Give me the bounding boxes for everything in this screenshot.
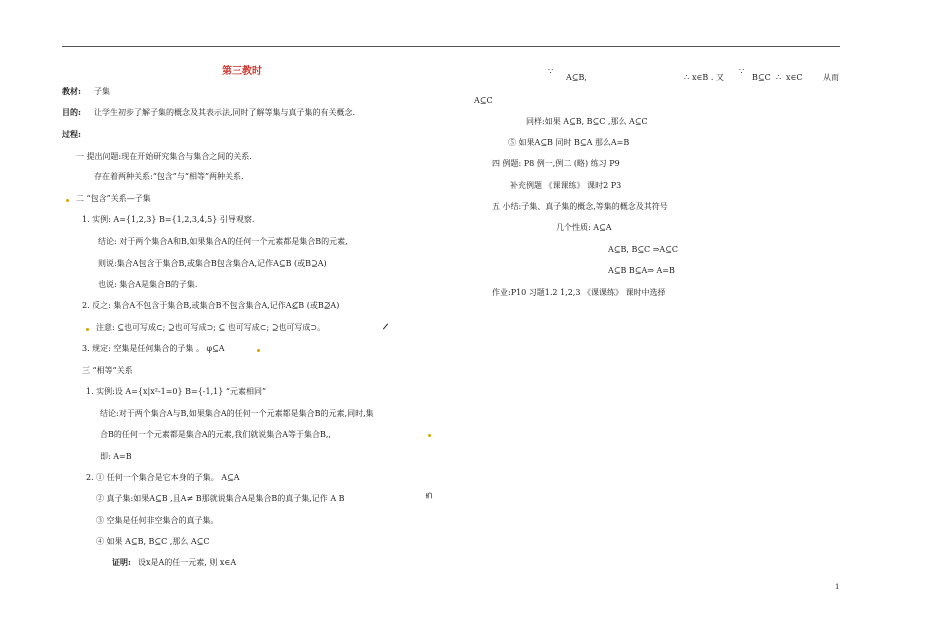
section-2-then: 则说:集合A包含于集合B,或集合B包含集合A,记作A⊆B (或B⊇A) — [98, 259, 327, 268]
properties-line-2: A⊆B, B⊆C ⇒A⊆C — [608, 245, 678, 254]
section-3-title: 三 “相等”关系 — [82, 366, 133, 375]
section-2-item-2: 2. 反之: 集合A不包含于集合B,或集合B不包含集合A,记作A⊈B (或B⊉A) — [82, 301, 340, 310]
section-3-item-2-2: ② 真子集:如果A⊆B ,且A≠ B那就说集合A是集合B的真子集,记作 A B — [96, 494, 345, 503]
section-1-title: 一 提出问题:现在开始研究集合与集合之间的关系. — [76, 152, 252, 161]
proof-step-a: A⊆B, — [566, 73, 587, 82]
because-symbol-2: ∵ — [739, 67, 745, 76]
bullet-dot — [86, 328, 89, 331]
textbook-value: 子集 — [94, 87, 110, 96]
because-symbol: ∵ — [548, 67, 554, 76]
section-3-conclusion: 结论:对于两个集合A与B,如果集合A的任何一个元素都是集合B的元素,同时,集 — [100, 409, 374, 418]
properties-line-3: A⊆B B⊆A⇒ A=B — [608, 266, 675, 275]
section-2-also: 也说: 集合A是集合B的子集. — [98, 280, 198, 289]
bullet-dot — [428, 434, 431, 437]
similarly-line: 同样:如果 A⊆B, B⊆C ,那么 A⊆C — [526, 117, 648, 126]
section-2-conclusion: 结论: 对于两个集合A和B,如果集合A的任何一个元素都是集合B的元素, — [98, 237, 348, 246]
page-number: 1 — [835, 583, 840, 591]
section-3-item-2-3: ③ 空集是任何非空集合的真子集。 — [96, 516, 219, 525]
proof-step-d: x∈C — [786, 73, 803, 82]
section-2-note: 注意: ⊆也可写成⊂; ⊇也可写成⊃; ⊆ 也可写成⊂; ⊇也可写成⊃。 — [96, 323, 326, 332]
header-rule — [62, 46, 840, 47]
process-label: 过程: — [62, 129, 81, 139]
proof-conclusion: A⊆C — [474, 96, 493, 105]
section-1-body: 存在着两种关系:“包含”与“相等”两种关系. — [94, 172, 244, 181]
section-2-title: 二 “包含”关系—子集 — [76, 194, 151, 203]
goal-label: 目的: — [62, 107, 81, 117]
proof-text: 设x是A的任一元素, 则 x∈A — [138, 558, 237, 567]
bullet-dot — [66, 199, 69, 202]
homework-line: 作业:P10 习题1.2 1,2,3 《课课练》 课时中选择 — [492, 288, 666, 297]
section-5-summary: 五 小结:子集、真子集的概念,等集的概念及其符号 — [492, 202, 668, 211]
section-3-ie: 即: A=B — [100, 452, 132, 461]
bullet-dot — [257, 349, 260, 352]
textbook-label: 教材: — [62, 86, 81, 96]
section-4-examples: 四 例题: P8 例一,例二 (略) 练习 P9 — [492, 159, 620, 168]
section-3-item-2-1: 2. ① 任何一个集合是它本身的子集。 A⊆A — [86, 473, 240, 482]
section-2-item-3: 3. 规定: 空集是任何集合的子集 。 φ⊆A — [82, 344, 225, 353]
proper-subset-symbol: ⊊ — [423, 491, 434, 500]
property-5: ⑤ 如果A⊆B 同时 B⊆A 那么A=B — [508, 138, 630, 147]
section-3-conclusion-2: 合B的任何一个元素都是集合A的元素,我们就说集合A等于集合B,, — [100, 430, 331, 439]
proof-label: 证明: — [112, 557, 131, 567]
section-3-item-1: 1. 实例:设 A={x|x²-1=0} B={-1,1} “元素相同” — [86, 387, 267, 396]
goal-value: 让学生初步了解子集的概念及其表示法,同时了解等集与真子集的有关概念. — [94, 108, 356, 117]
proof-step-b: x∈B . 又 — [692, 73, 724, 82]
slash-mark — [383, 323, 388, 329]
therefore-symbol-2: ∴ — [776, 73, 782, 82]
proof-step-e: 从而 — [823, 73, 839, 82]
therefore-symbol: ∴ — [684, 73, 690, 82]
section-3-item-2-4: ④ 如果 A⊆B, B⊆C ,那么 A⊆C — [96, 537, 210, 546]
properties-line-1: 几个性质: A⊆A — [556, 223, 612, 232]
lesson-title: 第三教时 — [222, 66, 262, 77]
proof-step-c: B⊆C — [752, 73, 771, 82]
section-2-item-1: 1. 实例: A={1,2,3} B={1,2,3,4,5} 引导观察. — [82, 215, 255, 224]
extra-examples: 补充例题 《课课练》 课时2 P3 — [510, 181, 622, 190]
